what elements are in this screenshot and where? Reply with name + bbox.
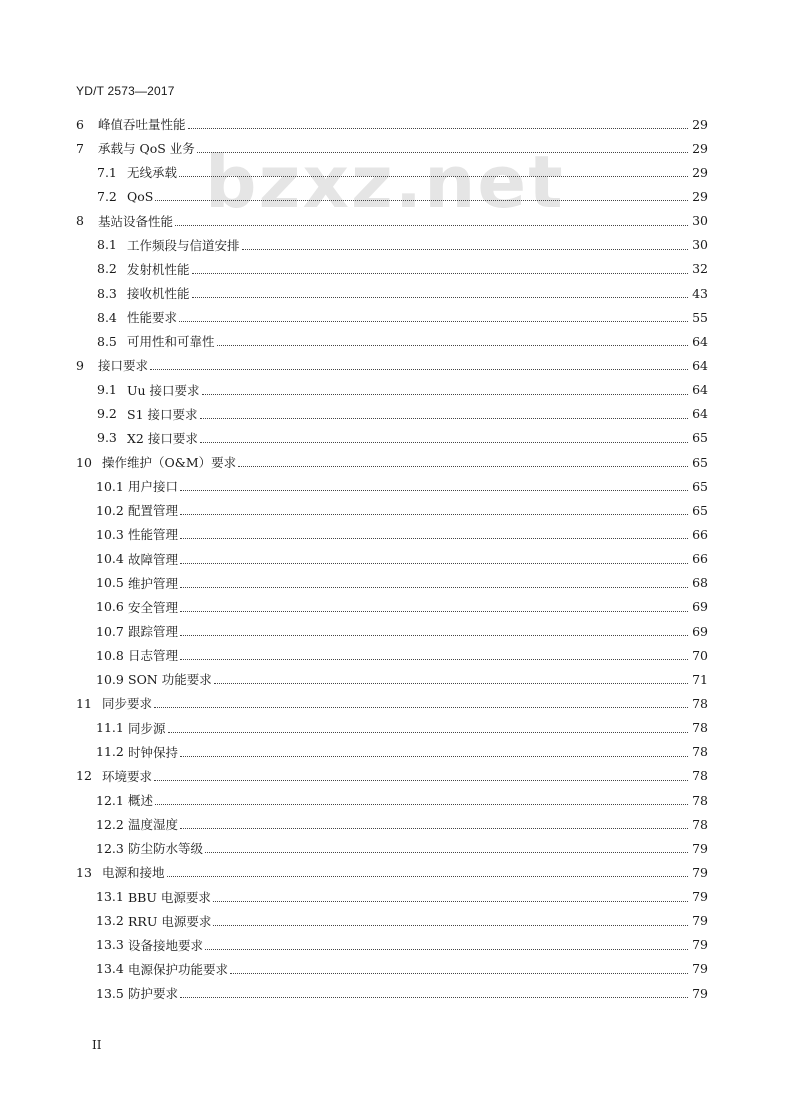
toc-entry-page: 30 [692, 237, 708, 253]
toc-entry-page: 79 [692, 913, 708, 929]
toc-entry-title: 接口要求 [98, 358, 149, 374]
toc-entry-number: 11.1 [96, 720, 124, 736]
toc-entry-number: 13.3 [96, 937, 124, 953]
toc-entry-title: 维护管理 [128, 575, 179, 591]
toc-entry[interactable] [76, 981, 708, 1005]
toc-entry-page: 78 [692, 792, 708, 808]
toc-entry-page: 65 [692, 502, 708, 518]
toc-dot-leader [192, 296, 688, 298]
toc-entry-title: 环境要求 [102, 768, 153, 784]
toc-dot-leader [180, 610, 688, 612]
toc-entry-title: 承载与 QoS 业务 [98, 141, 195, 157]
toc-entry-number: 10.8 [96, 647, 124, 663]
toc-entry-page: 70 [692, 647, 708, 663]
toc-entry-number: 7.2 [97, 188, 117, 204]
toc-entry[interactable] [76, 957, 708, 981]
toc-entry-number: 9 [76, 357, 84, 373]
toc-dot-leader [180, 827, 688, 829]
toc-dot-leader [188, 127, 688, 129]
toc-dot-leader [154, 706, 688, 708]
toc-entry-title: 可用性和可靠性 [127, 334, 215, 350]
toc-entry[interactable] [76, 716, 708, 740]
toc-entry[interactable] [76, 474, 708, 498]
toc-entry-title: 性能管理 [128, 527, 179, 543]
toc-dot-leader [155, 199, 688, 201]
toc-entry[interactable] [76, 522, 708, 546]
toc-entry-title: 故障管理 [128, 551, 179, 567]
toc-dot-leader [230, 972, 688, 974]
toc-entry[interactable] [76, 740, 708, 764]
toc-entry-page: 64 [692, 357, 708, 373]
toc-entry-title: 接收机性能 [127, 286, 190, 302]
toc-entry[interactable] [76, 595, 708, 619]
toc-entry[interactable] [76, 184, 708, 208]
toc-entry-page: 66 [692, 551, 708, 567]
toc-entry-title: 配置管理 [128, 503, 179, 519]
watermark-logo: bzxz.net [205, 140, 565, 224]
toc-entry-number: 9.2 [97, 406, 117, 422]
toc-entry-title: Uu 接口要求 [127, 382, 200, 398]
toc-entry-number: 8.5 [97, 333, 117, 349]
toc-entry-number: 10.5 [96, 575, 124, 591]
toc-entry[interactable] [76, 691, 708, 715]
toc-entry-number: 10.2 [96, 502, 124, 518]
toc-entry[interactable] [76, 788, 708, 812]
toc-entry-page: 29 [692, 116, 708, 132]
toc-entry-page: 66 [692, 526, 708, 542]
toc-dot-leader [200, 417, 689, 419]
toc-entry-number: 10.4 [96, 551, 124, 567]
toc-dot-leader [180, 537, 688, 539]
toc-entry-title: 基站设备性能 [98, 213, 174, 229]
toc-entry[interactable] [76, 885, 708, 909]
toc-entry-number: 8.1 [97, 237, 117, 253]
page-number: II [92, 1038, 102, 1052]
toc-dot-leader [205, 851, 688, 853]
toc-dot-leader [180, 755, 688, 757]
toc-entry-number: 9.1 [97, 382, 117, 398]
toc-entry[interactable] [76, 547, 708, 571]
toc-entry[interactable] [76, 233, 708, 257]
toc-entry-number: 12.3 [96, 840, 124, 856]
toc-entry-number: 10 [76, 454, 92, 470]
toc-entry-number: 6 [76, 116, 84, 132]
toc-dot-leader [180, 513, 688, 515]
toc-entry[interactable] [76, 209, 708, 233]
toc-entry-title: 日志管理 [128, 648, 179, 664]
toc-entry-title: 工作频段与信道安排 [127, 237, 240, 253]
toc-entry-title: QoS [127, 188, 154, 204]
toc-entry-title: 无线承载 [127, 165, 178, 181]
toc-entry-page: 78 [692, 720, 708, 736]
toc-entry[interactable] [76, 571, 708, 595]
toc-entry-page: 65 [692, 478, 708, 494]
table-of-contents [76, 112, 708, 1005]
toc-dot-leader [213, 924, 688, 926]
toc-entry-number: 13.4 [96, 961, 124, 977]
toc-entry-page: 64 [692, 406, 708, 422]
toc-entry[interactable] [76, 619, 708, 643]
toc-entry-title: 防尘防水等级 [128, 841, 204, 857]
toc-entry-title: BBU 电源要求 [128, 889, 211, 905]
toc-entry-title: 同步要求 [102, 696, 153, 712]
toc-entry-title: 防护要求 [128, 986, 179, 1002]
toc-dot-leader [205, 948, 688, 950]
toc-entry-number: 11 [76, 695, 92, 711]
toc-entry-title: 设备接地要求 [128, 937, 204, 953]
toc-entry[interactable] [76, 426, 708, 450]
toc-entry[interactable] [76, 257, 708, 281]
toc-entry-number: 10.9 [96, 671, 124, 687]
toc-entry-page: 69 [692, 623, 708, 639]
toc-entry[interactable] [76, 378, 708, 402]
toc-entry[interactable] [76, 305, 708, 329]
toc-entry-page: 78 [692, 768, 708, 784]
toc-entry[interactable] [76, 329, 708, 353]
toc-entry[interactable] [76, 643, 708, 667]
toc-entry-title: S1 接口要求 [127, 406, 198, 422]
toc-entry-number: 7 [76, 140, 84, 156]
toc-entry-title: SON 功能要求 [128, 672, 212, 688]
toc-entry-page: 79 [692, 889, 708, 905]
toc-dot-leader [175, 224, 688, 226]
toc-entry-title: 电源和接地 [102, 865, 165, 881]
toc-entry-page: 55 [692, 309, 708, 325]
toc-dot-leader [213, 900, 688, 902]
toc-dot-leader [197, 151, 688, 153]
toc-entry-title: 峰值吞吐量性能 [98, 117, 186, 133]
toc-entry-number: 12.2 [96, 816, 124, 832]
toc-entry-page: 78 [692, 816, 708, 832]
toc-entry-page: 43 [692, 285, 708, 301]
toc-dot-leader [180, 562, 688, 564]
toc-entry-number: 12.1 [96, 792, 124, 808]
toc-entry-number: 10.3 [96, 526, 124, 542]
toc-entry[interactable] [76, 353, 708, 377]
toc-dot-leader [179, 320, 688, 322]
toc-dot-leader [202, 393, 688, 395]
toc-entry-page: 71 [692, 671, 708, 687]
toc-entry-number: 9.3 [97, 430, 117, 446]
toc-entry-title: RRU 电源要求 [128, 913, 212, 929]
toc-entry-number: 12 [76, 768, 92, 784]
toc-entry-title: 用户接口 [128, 479, 179, 495]
toc-entry[interactable] [76, 450, 708, 474]
toc-entry[interactable] [76, 860, 708, 884]
document-id-header: YD/T 2573—2017 [76, 84, 175, 98]
toc-entry-title: 同步源 [128, 720, 166, 736]
toc-entry[interactable] [76, 764, 708, 788]
toc-entry[interactable] [76, 812, 708, 836]
toc-entry-number: 8.4 [97, 309, 117, 325]
toc-entry-page: 68 [692, 575, 708, 591]
toc-dot-leader [150, 368, 688, 370]
toc-entry-page: 29 [692, 188, 708, 204]
toc-entry-number: 8.3 [97, 285, 117, 301]
toc-entry[interactable] [76, 909, 708, 933]
toc-entry-number: 13.5 [96, 985, 124, 1001]
toc-entry[interactable] [76, 160, 708, 184]
toc-entry-number: 13.2 [96, 913, 124, 929]
toc-entry-number: 8.2 [97, 261, 117, 277]
toc-entry-page: 30 [692, 213, 708, 229]
toc-dot-leader [180, 996, 688, 998]
toc-entry-page: 65 [692, 454, 708, 470]
toc-entry-page: 79 [692, 961, 708, 977]
toc-entry-title: 性能要求 [127, 310, 178, 326]
toc-entry-page: 79 [692, 864, 708, 880]
toc-entry[interactable] [76, 136, 708, 160]
toc-dot-leader [180, 489, 688, 491]
toc-entry-page: 29 [692, 140, 708, 156]
toc-entry[interactable] [76, 402, 708, 426]
toc-entry-page: 79 [692, 840, 708, 856]
toc-dot-leader [167, 875, 688, 877]
toc-dot-leader [242, 248, 688, 250]
toc-dot-leader [214, 682, 688, 684]
toc-dot-leader [179, 175, 688, 177]
toc-entry[interactable] [76, 498, 708, 522]
toc-entry-page: 69 [692, 599, 708, 615]
toc-entry-number: 8 [76, 213, 84, 229]
toc-entry-title: 跟踪管理 [128, 624, 179, 640]
toc-dot-leader [180, 634, 688, 636]
toc-entry-title: 时钟保持 [128, 744, 179, 760]
toc-dot-leader [180, 658, 688, 660]
toc-dot-leader [217, 344, 688, 346]
toc-entry-title: 概述 [128, 793, 154, 808]
toc-entry-page: 64 [692, 333, 708, 349]
toc-entry-title: 发射机性能 [127, 261, 190, 277]
toc-entry[interactable] [76, 112, 708, 136]
toc-entry-number: 10.6 [96, 599, 124, 615]
toc-entry-page: 65 [692, 430, 708, 446]
toc-dot-leader [200, 441, 688, 443]
toc-entry-page: 79 [692, 937, 708, 953]
toc-entry-number: 10.1 [96, 478, 124, 494]
toc-entry-number: 13.1 [96, 889, 124, 905]
toc-dot-leader [168, 731, 688, 733]
toc-entry-number: 13 [76, 864, 92, 880]
toc-entry-number: 10.7 [96, 623, 124, 639]
toc-entry-page: 79 [692, 985, 708, 1001]
toc-entry-title: X2 接口要求 [127, 430, 198, 446]
toc-entry-number: 11.2 [96, 744, 124, 760]
toc-dot-leader [192, 272, 688, 274]
toc-entry-page: 78 [692, 744, 708, 760]
toc-entry[interactable] [76, 667, 708, 691]
toc-entry-page: 78 [692, 695, 708, 711]
toc-entry-number: 7.1 [97, 164, 117, 180]
toc-entry-title: 安全管理 [128, 599, 179, 615]
toc-entry[interactable] [76, 933, 708, 957]
toc-entry-title: 温度湿度 [128, 817, 179, 833]
toc-entry-page: 29 [692, 164, 708, 180]
toc-dot-leader [238, 465, 688, 467]
toc-entry-title: 电源保护功能要求 [128, 961, 229, 977]
toc-entry-title: 操作维护（O&M）要求 [102, 455, 237, 471]
toc-entry-page: 32 [692, 261, 708, 277]
toc-dot-leader [180, 586, 688, 588]
toc-entry-page: 64 [692, 382, 708, 398]
toc-dot-leader [154, 779, 688, 781]
toc-entry[interactable] [76, 281, 708, 305]
toc-entry[interactable] [76, 836, 708, 860]
toc-dot-leader [155, 803, 688, 805]
